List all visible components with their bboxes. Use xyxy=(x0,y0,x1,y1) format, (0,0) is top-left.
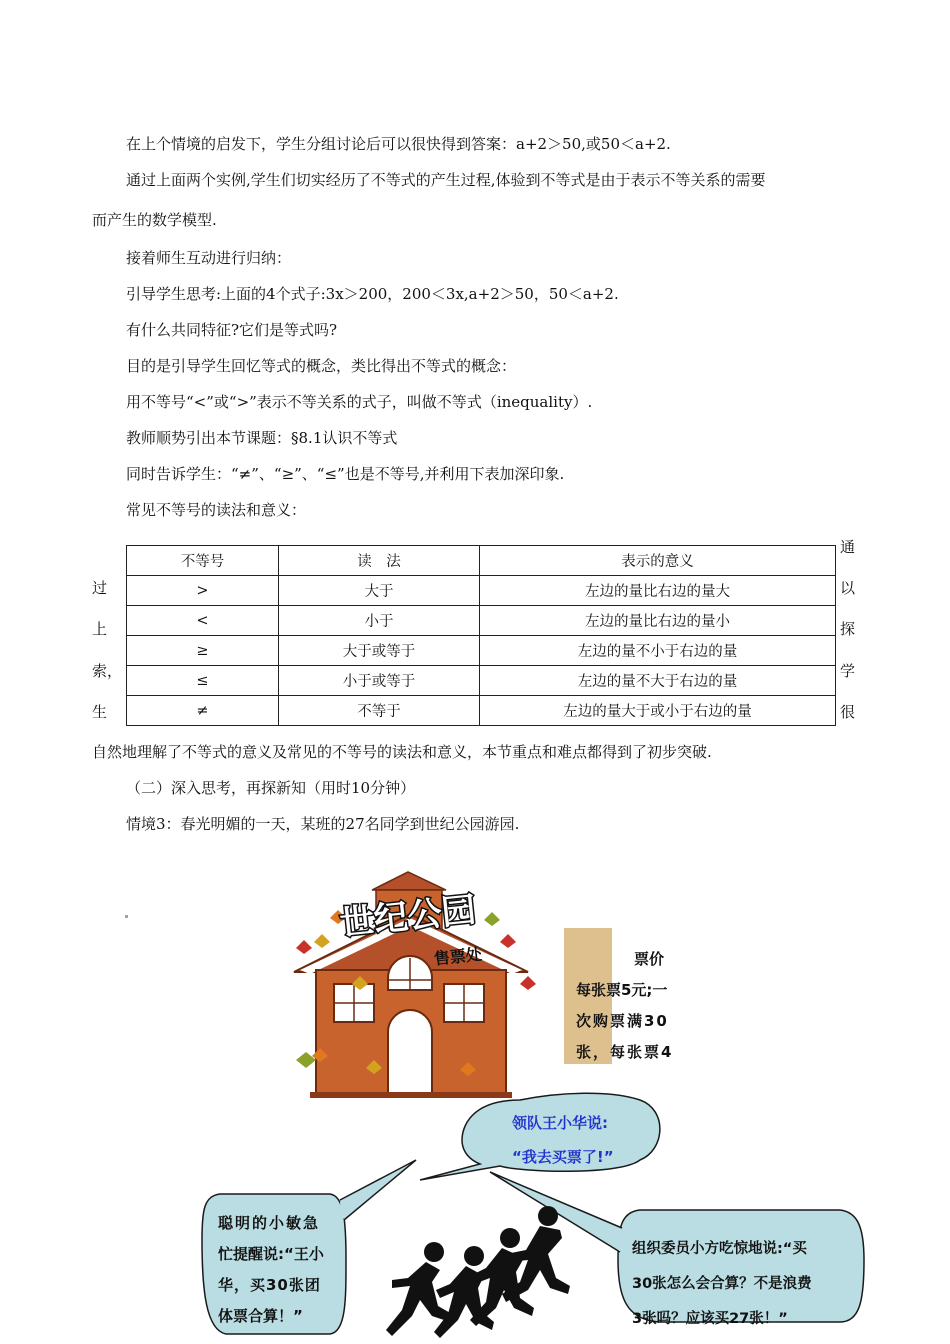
right-bubble-text xyxy=(632,1232,812,1337)
table-cell: ≠ xyxy=(127,696,279,726)
side-left-1: 过 xyxy=(92,579,108,597)
table-cell: 小于或等于 xyxy=(279,666,480,696)
left-bubble-line: 忙提醒说:“王小 xyxy=(218,1245,324,1263)
table-header: 不等号 xyxy=(127,546,279,576)
paragraph-3: 接着师生互动进行归纳： xyxy=(126,249,292,267)
paragraph-11: 自然地理解了不等式的意义及常见的不等号的读法和意义，本节重点和难点都得到了初步突破. xyxy=(92,743,712,761)
running-children-silhouette xyxy=(386,1206,570,1338)
paragraph-6: 目的是引导学生回忆等式的概念，类比得出不等式的概念： xyxy=(126,357,517,375)
table-cell: 左边的量比右边的量小 xyxy=(480,606,836,636)
left-bubble-line: 体票合算！” xyxy=(218,1307,303,1325)
table-cell: 左边的量大于或小于右边的量 xyxy=(480,696,836,726)
paragraph-4: 引导学生思考:上面的4个式子:3x＞200，200＜3x,a+2＞50，50＜a+2. xyxy=(126,285,619,303)
ticket-price-line: 张，每张票4 xyxy=(576,1043,674,1061)
table-cell: ≤ xyxy=(127,666,279,696)
ticket-office-text: 售票处 xyxy=(432,944,483,969)
inequality-table xyxy=(126,545,836,726)
ticket-price-line: 次购票满30 xyxy=(576,1012,669,1030)
table-cell: > xyxy=(127,576,279,606)
paragraph-2b: 而产生的数学模型. xyxy=(92,211,217,229)
table-row xyxy=(127,696,836,726)
table-cell: 不等于 xyxy=(279,696,480,726)
side-left-3: 索， xyxy=(92,662,123,680)
table-cell: 左边的量比右边的量大 xyxy=(480,576,836,606)
side-right-1: 通 xyxy=(840,538,856,556)
table-cell: 小于 xyxy=(279,606,480,636)
park-sign-text: 世纪公园 xyxy=(338,890,478,945)
left-bubble-line: 华，买30张团 xyxy=(218,1276,321,1294)
paragraph-5: 有什么共同特征?它们是等式吗? xyxy=(126,321,338,339)
ticket-price-info xyxy=(576,944,692,1068)
side-right-3: 探 xyxy=(840,620,856,638)
side-right-4: 学 xyxy=(840,662,856,680)
paragraph-9: 同时告诉学生：“≠”、“≥”、“≤”也是不等号,并利用下表加深印象. xyxy=(126,465,565,483)
side-right-5: 很 xyxy=(840,703,856,721)
right-bubble-line: 3张吗？应该买27张！” xyxy=(632,1311,788,1327)
table-cell: 左边的量不小于右边的量 xyxy=(480,636,836,666)
table-row xyxy=(127,576,836,606)
table-row xyxy=(127,606,836,636)
right-bubble-line: 组织委员小方吃惊地说:“买 xyxy=(632,1241,807,1257)
side-left-2: 上 xyxy=(92,620,108,638)
paragraph-1: 在上个情境的启发下，学生分组讨论后可以很快得到答案：a+2＞50,或50＜a+2. xyxy=(126,135,671,153)
paragraph-10: 常见不等号的读法和意义： xyxy=(126,501,307,519)
table-cell: ≥ xyxy=(127,636,279,666)
leader-line: “我去买票了!” xyxy=(512,1148,614,1166)
paragraph-8: 教师顺势引出本节课题：§8.1认识不等式 xyxy=(126,429,398,447)
paragraph-2a: 通过上面两个实例,学生们切实经历了不等式的产生过程,体验到不等式是由于表示不等关系的需要 xyxy=(126,171,766,189)
table-header-row xyxy=(127,546,836,576)
table-row xyxy=(127,636,836,666)
leader-line: 领队王小华说: xyxy=(512,1114,608,1132)
left-speech-bubble xyxy=(340,1160,416,1220)
table-cell: 左边的量不大于右边的量 xyxy=(480,666,836,696)
paragraph-13: 情境3：春光明媚的一天，某班的27名同学到世纪公园游园. xyxy=(126,815,520,833)
table-cell: < xyxy=(127,606,279,636)
ticket-price-title: 票价 xyxy=(633,950,664,968)
ticket-price-line: 每张票5元;一 xyxy=(576,981,668,999)
left-bubble-text xyxy=(218,1208,336,1332)
table-header: 读 法 xyxy=(279,546,480,576)
table-cell: 大于 xyxy=(279,576,480,606)
leader-bubble-text xyxy=(512,1106,614,1174)
side-left-4: 生 xyxy=(92,703,108,721)
table-row xyxy=(127,666,836,696)
left-bubble-line: 聪明的小敏急 xyxy=(218,1214,321,1232)
paragraph-12: （二）深入思考，再探新知（用时10分钟） xyxy=(126,779,416,797)
table-cell: 大于或等于 xyxy=(279,636,480,666)
right-bubble-line: 30张怎么会合算？不是浪费 xyxy=(632,1276,812,1292)
paragraph-7: 用不等号“<”或“>”表示不等关系的式子，叫做不等式（inequality）. xyxy=(126,393,593,411)
table-header: 表示的意义 xyxy=(480,546,836,576)
side-right-2: 以 xyxy=(840,579,856,597)
